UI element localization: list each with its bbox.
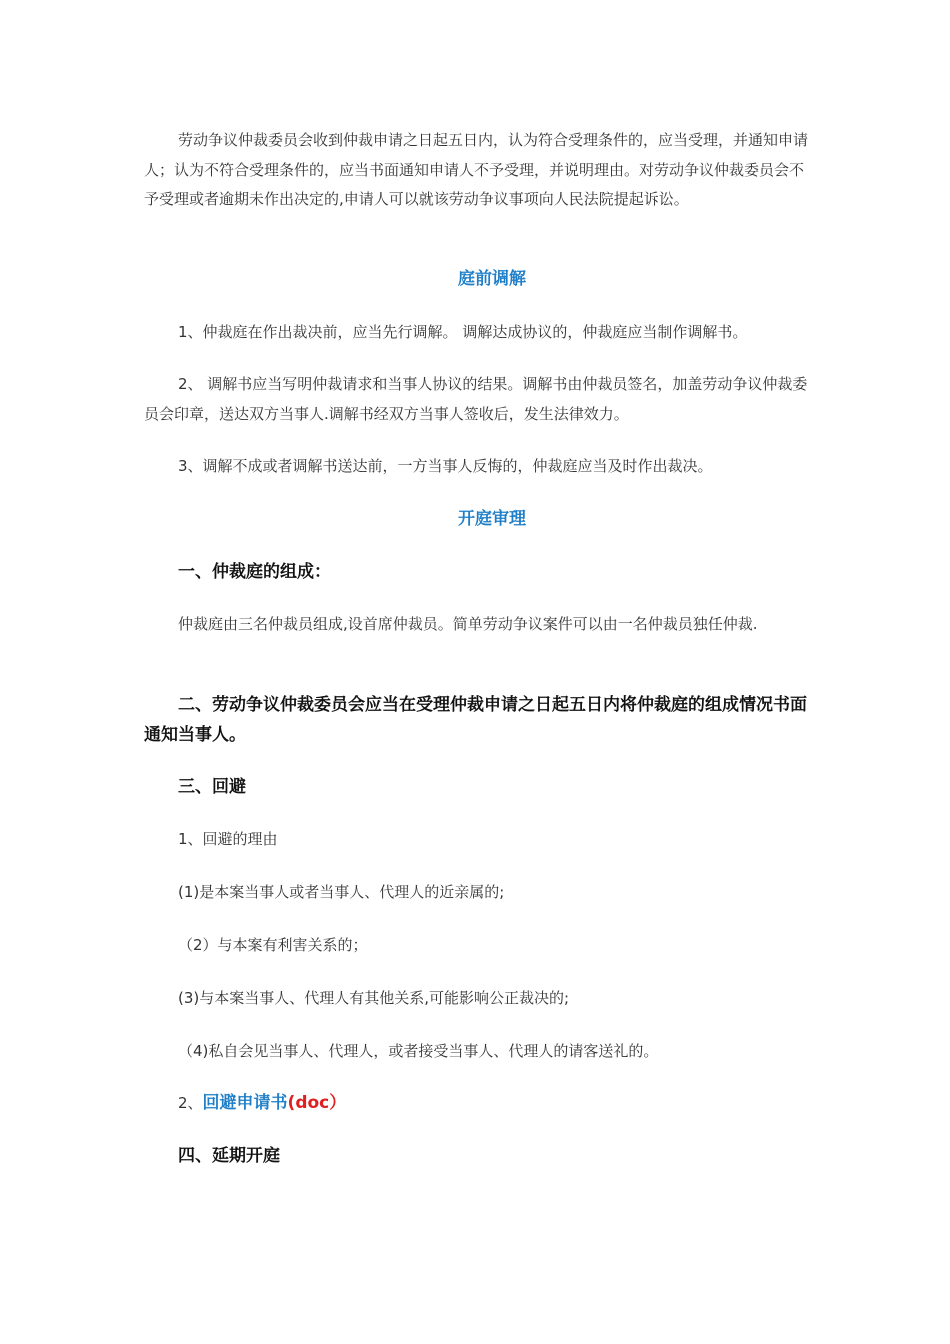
composition-text: 仲裁庭由三名仲裁员组成,设首席仲裁员。简单劳动争议案件可以由一名仲裁员独任仲裁. bbox=[178, 615, 758, 633]
recusal-reason-1: (1)是本案当事人或者当事人、代理人的近亲属的; bbox=[178, 883, 505, 901]
recusal-reason-label: 1、回避的理由 bbox=[178, 830, 278, 848]
recusal-reason-2: （2）与本案有利害关系的； bbox=[178, 936, 368, 954]
mediation-item-2: 2、 调解书应当写明仲裁请求和当事人协议的结果。调解书由仲裁员签名，加盖劳动争议仲裁委员会印章，送达双方当事人.调解书经双方当事人签收后，发生法律效力。 bbox=[144, 375, 808, 423]
recusal-application-link[interactable]: 回避申请书 bbox=[202, 1093, 288, 1113]
recusal-heading: 三、回避 bbox=[178, 777, 246, 797]
composition-heading: 一、仲裁庭的组成： bbox=[178, 562, 331, 582]
recusal-reason-3: (3)与本案当事人、代理人有其他关系,可能影响公正裁决的; bbox=[178, 989, 570, 1007]
intro-paragraph: 劳动争议仲裁委员会收到仲裁申请之日起五日内，认为符合受理条件的，应当受理，并通知申请人；认为不符合受理条件的，应当书面通知申请人不予受理，并说明理由。对劳动争议仲裁委员会不予受理或者逾期未作出决定的,申请人可以就该劳动争议事项向人民法院提起诉讼。 bbox=[144, 131, 809, 208]
recusal-application-line bbox=[144, 1089, 848, 1117]
section-title-pre-hearing-mediation: 庭前调解 bbox=[458, 269, 526, 289]
recusal-application-doc-link[interactable]: (doc） bbox=[287, 1093, 347, 1113]
mediation-item-1: 1、仲裁庭在作出裁决前，应当先行调解。 调解达成协议的，仲裁庭应当制作调解书。 bbox=[178, 323, 748, 341]
postpone-heading: 四、延期开庭 bbox=[178, 1146, 280, 1166]
recusal-reason-4: （4)私自会见当事人、代理人，或者接受当事人、代理人的请客送礼的。 bbox=[178, 1042, 659, 1060]
mediation-item-3: 3、调解不成或者调解书送达前，一方当事人反悔的，仲裁庭应当及时作出裁决。 bbox=[178, 457, 713, 475]
notice-heading: 二、劳动争议仲裁委员会应当在受理仲裁申请之日起五日内将仲裁庭的组成情况书面通知当事人。 bbox=[144, 695, 807, 745]
recusal-application-prefix: 2、 bbox=[178, 1094, 203, 1112]
section-title-hearing: 开庭审理 bbox=[458, 509, 526, 529]
